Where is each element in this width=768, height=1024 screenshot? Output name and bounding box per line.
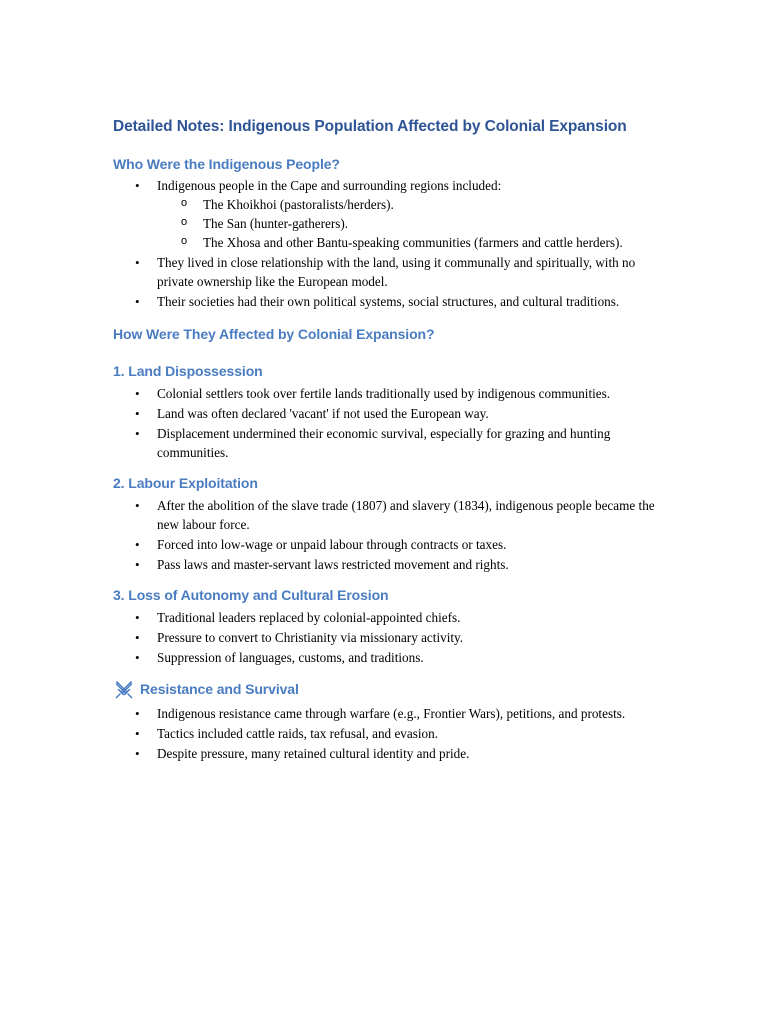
list-item: • Forced into low-wage or unpaid labour through contracts or taxes. (113, 535, 673, 554)
section-heading-land: 1. Land Dispossession (113, 363, 263, 380)
sub-bullet-list (157, 195, 673, 252)
crossed-swords-icon (114, 680, 134, 700)
list-item: • Pass laws and master-servant laws restricted movement and rights. (113, 555, 673, 574)
list-item: • After the abolition of the slave trade (1807) and slavery (1834), indigenous people became the new labour force. (113, 496, 673, 534)
bullet-text: Indigenous people in the Cape and surrounding regions included: (157, 178, 502, 194)
list-item: • Suppression of languages, customs, and traditions. (113, 648, 673, 667)
list-item (113, 176, 673, 252)
list-item: • Traditional leaders replaced by colonial-appointed chiefs. (113, 608, 673, 627)
list-item: • They lived in close relationship with the land, using it communally and spiritually, with no private ownership like the European model. (113, 253, 673, 291)
sub-list-item: o The Khoikhoi (pastoralists/herders). (157, 195, 673, 214)
document-page (113, 118, 673, 764)
section-heading-autonomy: 3. Loss of Autonomy and Cultural Erosion (113, 586, 389, 603)
list-item: • Colonial settlers took over fertile lands traditionally used by indigenous communities. (113, 384, 673, 403)
labour-bullet-list (113, 496, 673, 574)
section-heading-labour: 2. Labour Exploitation (113, 474, 258, 491)
list-item: • Indigenous resistance came through warfare (e.g., Frontier Wars), petitions, and protests. (113, 704, 673, 723)
resistance-bullet-list (113, 704, 673, 763)
section-heading-resistance-row (113, 680, 673, 700)
list-item: • Tactics included cattle raids, tax refusal, and evasion. (113, 724, 673, 743)
list-item: • Pressure to convert to Christianity via missionary activity. (113, 628, 673, 647)
section-heading-resistance: Resistance and Survival (140, 681, 299, 698)
list-item: • Their societies had their own political systems, social structures, and cultural traditions. (113, 292, 673, 311)
land-bullet-list (113, 384, 673, 462)
list-item: • Displacement undermined their economic survival, especially for grazing and hunting communities. (113, 424, 673, 462)
section-heading-how: How Were They Affected by Colonial Expansion? (113, 326, 435, 343)
autonomy-bullet-list (113, 608, 673, 667)
list-item: • Despite pressure, many retained cultural identity and pride. (113, 744, 673, 763)
document-title: Detailed Notes: Indigenous Population Affected by Colonial Expansion (113, 118, 627, 135)
section-heading-who: Who Were the Indigenous People? (113, 155, 340, 172)
who-bullet-list (113, 176, 673, 311)
sub-list-item: o The San (hunter-gatherers). (157, 214, 673, 233)
sub-list-item: o The Xhosa and other Bantu-speaking communities (farmers and cattle herders). (157, 233, 673, 252)
list-item: • Land was often declared 'vacant' if not used the European way. (113, 404, 673, 423)
